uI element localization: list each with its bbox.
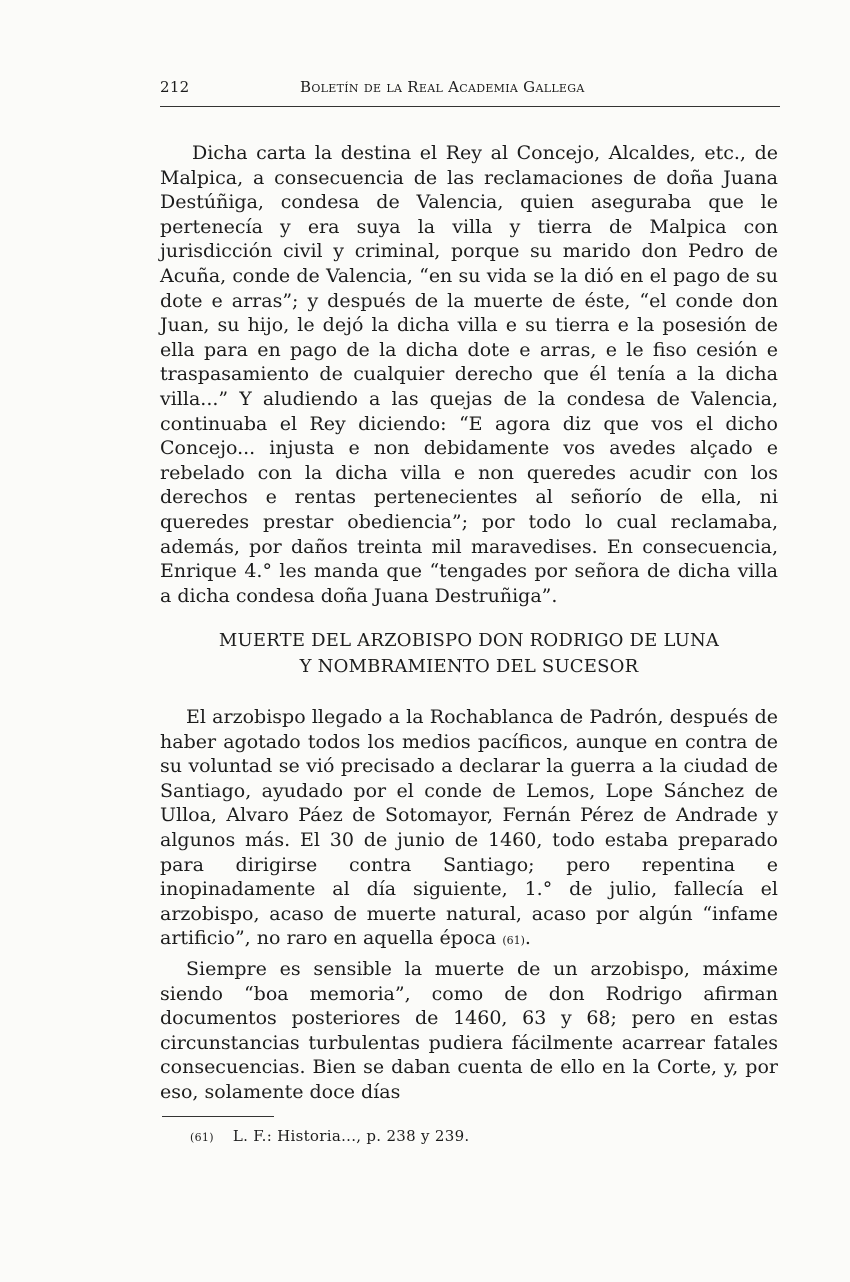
paragraph-3: Siempre es sensible la muerte de un arzobispo, máxime siendo “boa memoria”, como de don Rodrigo afirman documentos posteriores de 1460, 63 y 68; pero en estas circunstancias turbulentas pudiera fácilmente acarrear fatales consecuencias. Bien se daban cuenta de ello en la Corte, y, por eso, solamente doce días [160,958,778,1103]
paragraph-1: Dicha carta la destina el Rey al Concejo, Alcaldes, etc., de Malpica, a consecuencia de las reclamaciones de doña Juana Destúñiga, condesa de Valencia, quien aseguraba que le pertenecía y era suya la villa y tierra de Malpica con jurisdicción civil y criminal, porque su marido don Pedro de Acuña, conde de Valencia, “en su vida se la dió en el pago de su dote e arras”; y después de la muerte de éste, “el conde don Juan, su hijo, le dejó la dicha villa e su tierra e la posesión de ella para en pago de la dicha dote e arras, e le fiso cesión e traspasamiento de cualquier derecho que él tenía a la dicha villa...” Y aludiendo a las quejas de la condesa de Valencia, continuaba el Rey diciendo: “E agora diz que vos el dicho Concejo... injusta e non debidamente vos avedes alçado e rebelado con la dicha villa e non queredes acudir con los derechos e rentas pertenecientes al señorío de ella, ni queredes prestar obediencia”; por todo lo cual reclamaba, además, por daños treinta mil maravedises. En consecuencia, Enrique 4.° les manda que “tengades por señora de dicha villa a dicha condesa doña Juana Destruñiga”. [160,142,778,607]
section-heading-line-1: MUERTE DEL ARZOBISPO DON RODRIGO DE LUNA [218,630,720,651]
footnote-rule [162,1116,274,1117]
page-header [160,78,780,100]
footnote-reference: (61) [502,934,525,948]
paragraph-2 [160,705,778,954]
section-heading-line-2: Y NOMBRAMIENTO DEL SUCESOR [299,656,639,677]
header-rule [160,106,780,107]
footnote-marker: (61) [190,1131,214,1144]
footnote [190,1127,469,1145]
page-number: 212 [160,78,190,96]
running-title: Boletín de la Real Academia Gallega [300,78,585,96]
paragraph-2-end: . [524,927,531,950]
footnote-text: L. F.: Historia..., p. 238 y 239. [232,1127,470,1145]
paragraph-2-text: El arzobispo llegado a la Rochablanca de Padrón, después de haber agotado todos los medios pacíficos, aunque en contra de su voluntad se vió precisado a declarar la guerra a la ciudad de Santiago, ayudado por el conde de Lemos, Lope Sánchez de Ulloa, Alvaro Páez de Sotomayor, Fernán Pérez de Andrade y algunos más. El 30 de junio de 1460, todo estaba preparado para dirigirse contra Santiago; pero repentina e inopinadamente al día siguiente, 1.° de julio, fallecía el arzobispo, acaso de muerte natural, acaso por algún “infame artificio”, no raro en aquella época [160,706,778,950]
